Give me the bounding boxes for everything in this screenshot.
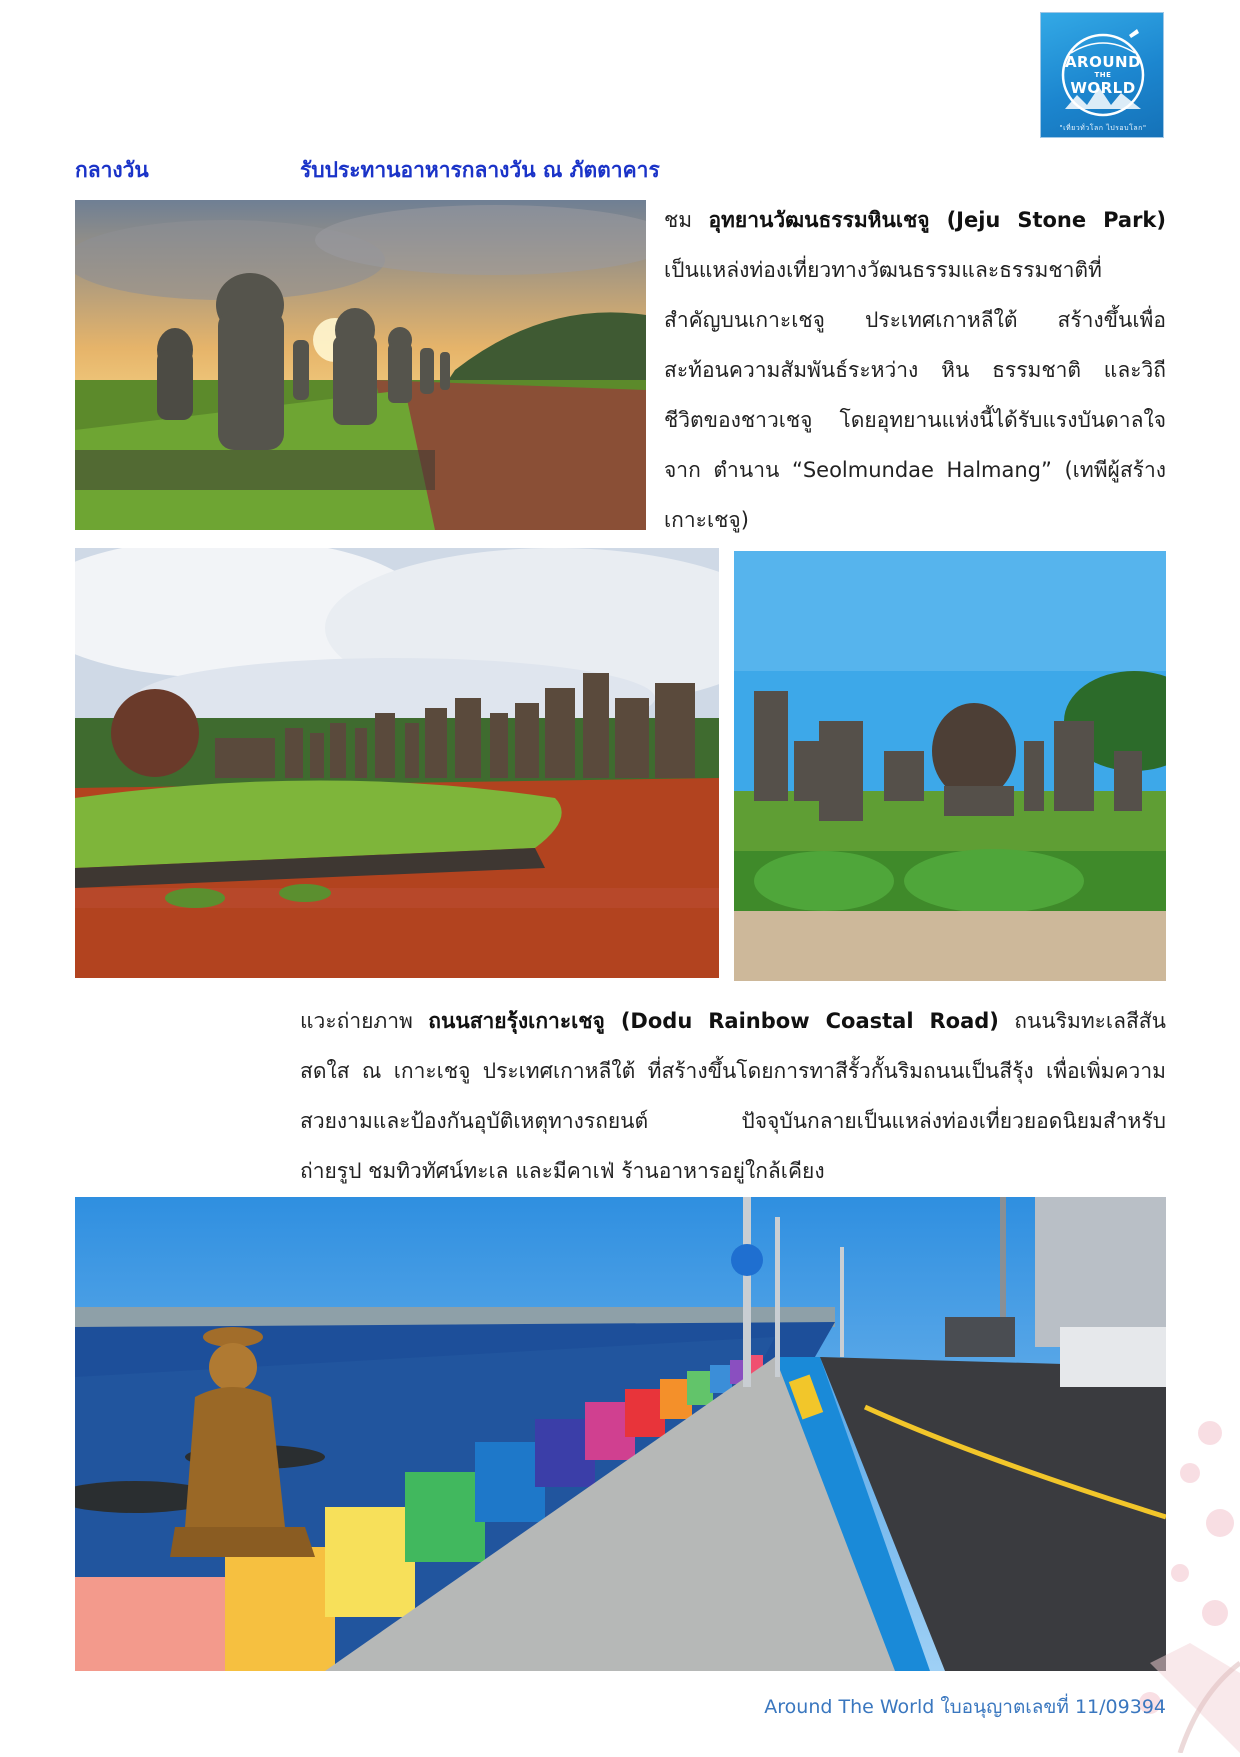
rainbow-road-last-line: ถ่ายรูป ชมทิวทัศน์ทะเล และมีคาเฟ่ ร้านอาหารอยู่ใกล้เคียง [300, 1159, 825, 1183]
stone-park-line: เป็นแหล่งท่องเที่ยวทางวัฒนธรรมและธรรมชาติที่ [664, 258, 1102, 282]
stone-park-description [664, 195, 1166, 545]
stone-park-wide-photo [75, 548, 719, 978]
logo-word-the: THE [1094, 71, 1112, 79]
rainbow-road-first-tail: ถนนริมทะเลสีสัน [1014, 1009, 1166, 1033]
stone-park-title-line [664, 195, 1166, 245]
stone-park-sunset-photo [75, 200, 646, 530]
rainbow-road-title-line [300, 996, 1166, 1046]
logo-word-world: WORLD [1070, 79, 1136, 97]
rainbow-road-description [300, 996, 1166, 1196]
schedule-time-label: กลางวัน [75, 158, 149, 182]
rainbow-road-line: สวยงามและป้องกันอุบัติเหตุทางรถยนต์ ปัจจุบันกลายเป็นแหล่งท่องเที่ยวยอดนิยมสำหรับ [300, 1109, 1166, 1133]
rainbow-road-title: ถนนสายรุ้งเกาะเชจู (Dodu Rainbow Coastal Road) [428, 1009, 999, 1033]
stone-park-line: จาก ตำนาน “Seolmundae Halmang” (เทพีผู้สร้าง [664, 458, 1166, 482]
brand-logo [1040, 12, 1164, 138]
stone-park-boulder-photo [734, 551, 1166, 981]
rainbow-road-lead: แวะถ่ายภาพ [300, 1009, 413, 1033]
stone-park-line: ชีวิตของชาวเชจู โดยอุทยานแห่งนี้ได้รับแรงบันดาลใจ [664, 408, 1166, 432]
rainbow-road-line: สดใส ณ เกาะเชจู ประเทศเกาหลีใต้ ที่สร้างขึ้นโดยการทาสีรั้วกั้นริมถนนเป็นสีรุ้ง เพื่อเพิ่มความ [300, 1059, 1166, 1083]
schedule-meal-text: รับประทานอาหารกลางวัน ณ ภัตตาคาร [300, 158, 660, 182]
stone-park-title: อุทยานวัฒนธรรมหินเชจู (Jeju Stone Park) [708, 208, 1166, 232]
stone-park-line: สำคัญบนเกาะเชจู ประเทศเกาหลีใต้ สร้างขึ้นเพื่อ [664, 308, 1166, 332]
logo-tagline: "เที่ยวทั่วโลก ไปรอบโลก" [1059, 124, 1147, 132]
footer-license: Around The World ใบอนุญาตเลขที่ 11/09394 [764, 1696, 1166, 1718]
stone-park-line: สะท้อนความสัมพันธ์ระหว่าง หิน ธรรมชาติ และวิถี [664, 358, 1166, 382]
stone-park-last-line: เกาะเชจู) [664, 508, 749, 532]
stone-park-lead: ชม [664, 208, 693, 232]
logo-word-around: AROUND [1064, 53, 1142, 71]
rainbow-coastal-road-photo [75, 1197, 1166, 1671]
